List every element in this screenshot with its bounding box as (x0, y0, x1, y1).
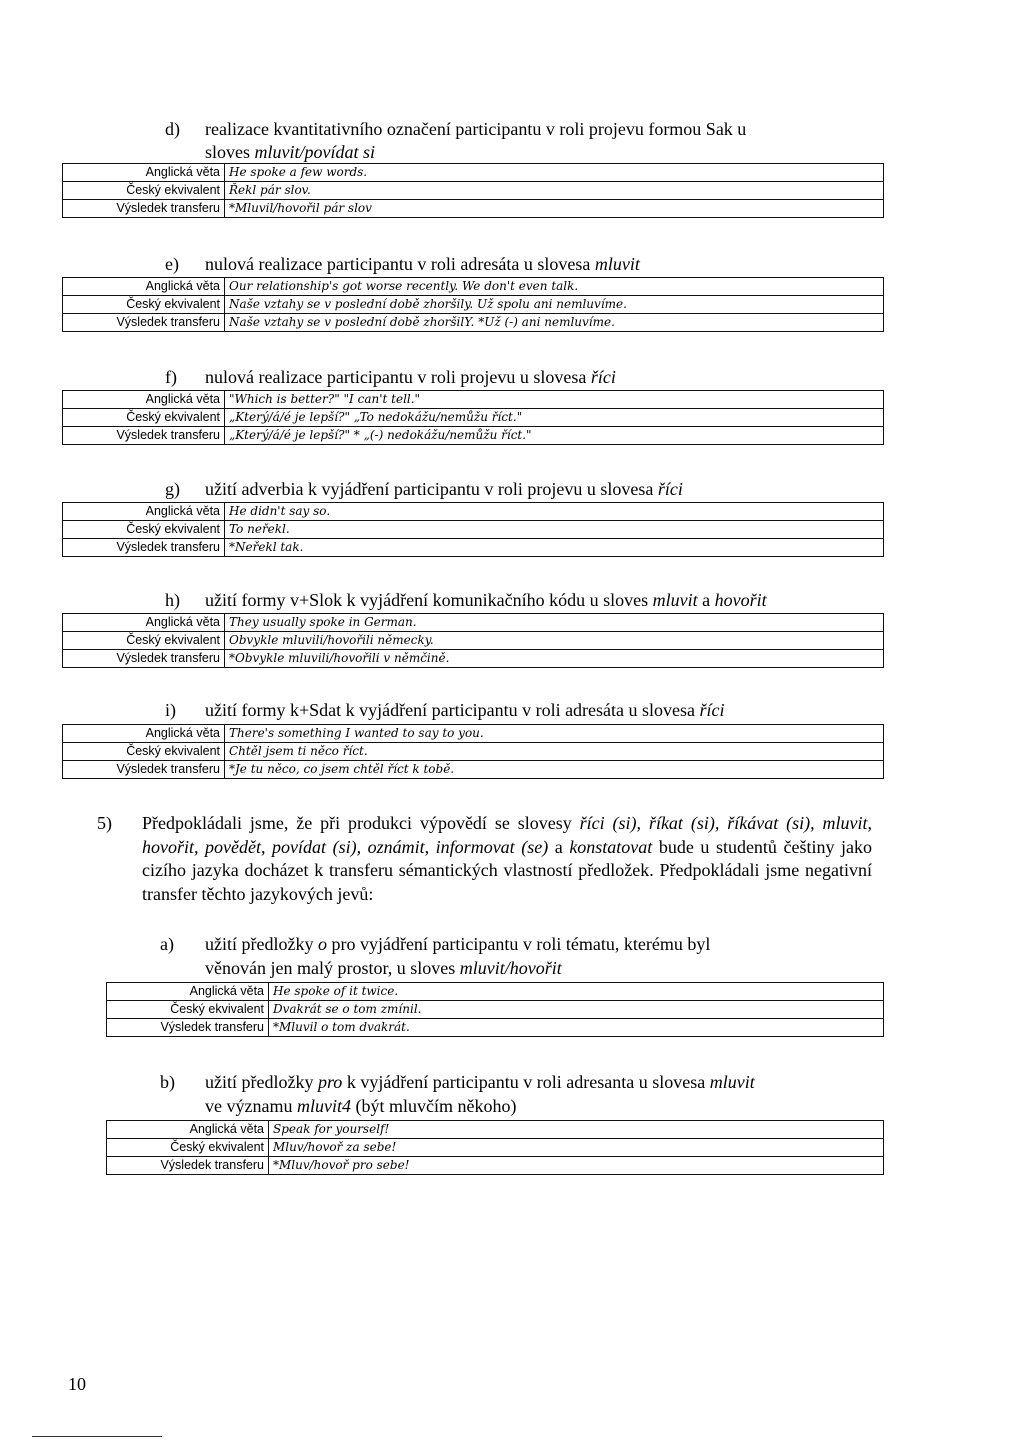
table-row (63, 164, 884, 182)
section-e-table (62, 277, 884, 332)
row-value: *Neřekl tak. (225, 539, 884, 557)
section-i-text: užití formy k+Sdat k vyjádření participantu v roli adresáta u slovesa (205, 700, 700, 720)
table-row (107, 1157, 884, 1175)
a2-plain: užití předložky (205, 934, 318, 954)
section-g-heading (165, 478, 683, 500)
table-row (63, 650, 884, 668)
section-f-italic: říci (590, 367, 616, 387)
row-value: Chtěl jsem ti něco říct. (225, 743, 884, 761)
row-label: Český ekvivalent (63, 409, 225, 427)
row-label: Anglická věta (63, 503, 225, 521)
section-h-letter: h) (165, 590, 180, 610)
table-row (63, 182, 884, 200)
paragraph-verb2: konstatovat (569, 836, 653, 857)
section-d-letter: d) (165, 119, 180, 139)
row-label: Výsledek transferu (107, 1019, 269, 1037)
b2-rest: k vyjádření participantu v roli adresanta u slovesa (342, 1072, 710, 1092)
table-row (63, 296, 884, 314)
table-row (63, 391, 884, 409)
section-i-letter: i) (165, 700, 176, 720)
section-d-line2-plain: sloves (205, 142, 255, 162)
row-value: Naše vztahy se v poslední době zhoršilY. *Už (-) ani nemluvíme. (225, 314, 884, 332)
table-row (63, 632, 884, 650)
table-row (63, 725, 884, 743)
row-label: Český ekvivalent (63, 632, 225, 650)
row-value: There's something I wanted to say to you. (225, 725, 884, 743)
section-a2-text (205, 933, 878, 980)
row-label: Český ekvivalent (63, 182, 225, 200)
section-i-heading (165, 699, 725, 721)
section-h-heading (165, 589, 767, 611)
section-b2-letter: b) (160, 1072, 175, 1092)
row-label: Anglická věta (63, 614, 225, 632)
row-value: "Which is better?" "I can't tell." (225, 391, 884, 409)
b2-italic: pro (317, 1072, 343, 1092)
section-e-italic: mluvit (594, 254, 640, 274)
row-label: Český ekvivalent (107, 1001, 269, 1019)
row-label: Výsledek transferu (63, 650, 225, 668)
table-row (63, 409, 884, 427)
section-e-text: nulová realizace participantu v roli adresáta u slovesa (205, 254, 595, 274)
b2-line2-italic: mluvit4 (296, 1095, 351, 1116)
b2-plain: užití předložky (205, 1072, 318, 1092)
table-row (107, 1139, 884, 1157)
table-row (63, 200, 884, 218)
section-d-line1: realizace kvantitativního označení participantu v roli projevu formou Sak u (205, 119, 747, 139)
paragraph-5 (97, 812, 877, 912)
section-h-text: užití formy v+Slok k vyjádření komunikačního kódu u sloves (205, 590, 653, 610)
section-h-mid: a (697, 590, 715, 610)
table-row (107, 1001, 884, 1019)
row-label: Český ekvivalent (63, 521, 225, 539)
row-label: Anglická věta (107, 983, 269, 1001)
row-value: *Je tu něco, co jsem chtěl říct k tobě. (225, 761, 884, 779)
row-value: He spoke of it twice. (269, 983, 884, 1001)
section-f-letter: f) (165, 367, 177, 387)
row-label: Český ekvivalent (63, 743, 225, 761)
row-value: *Mluvil/hovořil pár slov (225, 200, 884, 218)
table-row (63, 743, 884, 761)
paragraph-part2: a (548, 836, 570, 857)
section-d-heading-line2 (205, 141, 375, 163)
row-value: Dvakrát se o tom zmínil. (269, 1001, 884, 1019)
section-e-heading (165, 253, 640, 275)
section-g-table (62, 502, 884, 557)
row-value: He spoke a few words. (225, 164, 884, 182)
table-row (107, 1121, 884, 1139)
paragraph-verbs: říci (si), říkat (si), říkávat (si), mluvit, hovořit, povědět, povídat (si), oznámit, informovat (se) (142, 813, 873, 857)
row-label: Výsledek transferu (63, 761, 225, 779)
row-value: *Mluv/hovoř pro sebe! (269, 1157, 884, 1175)
section-f-table (62, 390, 884, 445)
b2-line2-rest: (být mluvčím někoho) (350, 1095, 517, 1116)
section-b2-text (205, 1071, 878, 1118)
section-h-table (62, 613, 884, 668)
row-label: Anglická věta (63, 391, 225, 409)
row-value: He didn't say so. (225, 503, 884, 521)
section-e-letter: e) (165, 254, 179, 274)
row-label: Anglická věta (63, 725, 225, 743)
table-row (107, 983, 884, 1001)
b2-line2-plain: ve významu (205, 1095, 297, 1116)
row-label: Výsledek transferu (63, 539, 225, 557)
row-value: They usually spoke in German. (225, 614, 884, 632)
paragraph-text (142, 812, 872, 906)
table-row (63, 761, 884, 779)
row-label: Anglická věta (63, 278, 225, 296)
page-number: 10 (68, 1374, 86, 1394)
table-row (63, 614, 884, 632)
section-f-heading (165, 366, 616, 388)
row-value: „Který/á/é je lepší?" „To nedokážu/nemůžu říct." (225, 409, 884, 427)
row-value: *Obvykle mluvili/hovořili v němčině. (225, 650, 884, 668)
table-row (63, 503, 884, 521)
table-row (63, 314, 884, 332)
section-g-letter: g) (165, 479, 180, 499)
row-label: Anglická věta (63, 164, 225, 182)
section-h-italic2: hovořit (714, 590, 767, 610)
b2-italic2: mluvit (709, 1072, 755, 1092)
table-row (63, 521, 884, 539)
row-value: „Který/á/é je lepší?" * „(-) nedokážu/nemůžu říct." (225, 427, 884, 445)
section-g-text: užití adverbia k vyjádření participantu v roli projevu u slovesa (205, 479, 658, 499)
section-g-italic: říci (657, 479, 683, 499)
section-a2-letter: a) (160, 934, 174, 954)
table-row (63, 539, 884, 557)
row-value: Obvykle mluvili/hovořili německy. (225, 632, 884, 650)
paragraph-part1: Předpokládali jsme, že při produkci výpovědí se slovesy (142, 813, 580, 833)
a2-line2-plain: věnován jen malý prostor, u sloves (205, 957, 460, 978)
row-value: *Mluvil o tom dvakrát. (269, 1019, 884, 1037)
section-a2-table (106, 982, 884, 1037)
section-i-italic: říci (699, 700, 725, 720)
a2-rest: pro vyjádření participantu v roli tématu, kterému byl (326, 934, 711, 954)
row-label: Český ekvivalent (107, 1139, 269, 1157)
section-d-line2-italic: mluvit/povídat si (254, 142, 375, 162)
row-value: Our relationship's got worse recently. We don't even talk. (225, 278, 884, 296)
paragraph-part3: bude u studentů češtiny jako cizího jazyka docházet k transferu sémantických vlastností předložek. Předpokládali jsme negativní transfer těchto jazykových jevů: (142, 836, 873, 904)
table-row (107, 1019, 884, 1037)
table-row (63, 278, 884, 296)
row-value: Speak for yourself! (269, 1121, 884, 1139)
row-label: Anglická věta (107, 1121, 269, 1139)
section-h-italic1: mluvit (652, 590, 698, 610)
row-label: Výsledek transferu (63, 427, 225, 445)
row-value: To neřekl. (225, 521, 884, 539)
section-d-heading (165, 118, 746, 140)
table-row (63, 427, 884, 445)
section-b2-table (106, 1120, 884, 1175)
footer-divider (32, 1436, 162, 1437)
row-label: Výsledek transferu (63, 200, 225, 218)
row-value: Řekl pár slov. (225, 182, 884, 200)
row-label: Český ekvivalent (63, 296, 225, 314)
section-d-table (62, 163, 884, 218)
section-i-table (62, 724, 884, 779)
a2-italic: o (317, 934, 327, 954)
row-label: Výsledek transferu (107, 1157, 269, 1175)
section-f-text: nulová realizace participantu v roli projevu u slovesa (205, 367, 591, 387)
a2-line2-italic: mluvit/hovořit (459, 957, 562, 978)
row-label: Výsledek transferu (63, 314, 225, 332)
row-value: Naše vztahy se v poslední době zhoršily. Už spolu ani nemluvíme. (225, 296, 884, 314)
row-value: Mluv/hovoř za sebe! (269, 1139, 884, 1157)
paragraph-number: 5) (97, 813, 112, 833)
